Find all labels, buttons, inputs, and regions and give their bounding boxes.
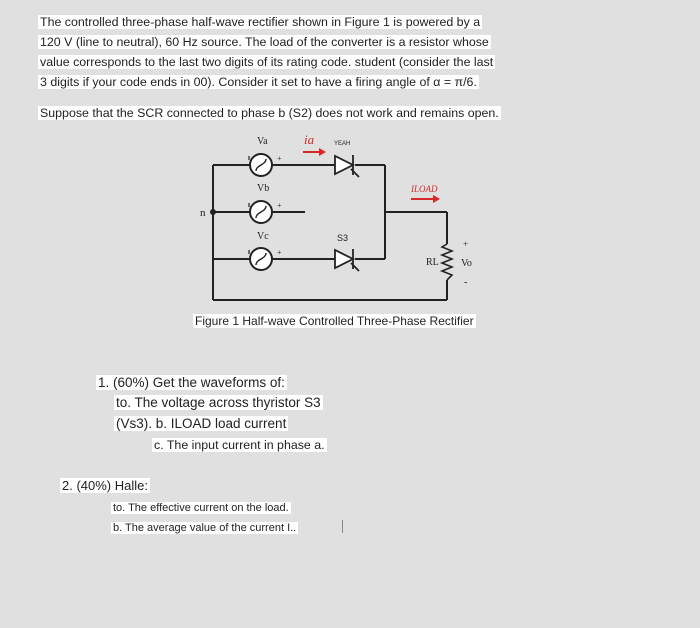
question-1-part-c: c. The input current in phase a. xyxy=(154,438,325,452)
label-iload: ILOAD xyxy=(411,184,438,194)
scr-bottom-triangle xyxy=(335,250,353,268)
label-vb: Vb xyxy=(257,183,270,194)
label-scr-bottom: S3 xyxy=(337,233,349,243)
vo-plus-sign: + xyxy=(463,239,469,249)
label-scr-top: YEAH xyxy=(334,141,351,147)
vo-minus-sign: - xyxy=(464,277,468,288)
question-2-part-b: b. The average value of the current I.. xyxy=(113,522,297,534)
question-2-title: 2. (40%) Halle: xyxy=(62,478,148,493)
question-1-part-a: to. The voltage across thyristor S3 xyxy=(116,395,321,410)
label-neutral: n xyxy=(200,207,206,219)
problem-line-4: 3 digits if your code ends in 00). Consider it set to have a firing angle of α = π/6. xyxy=(40,75,477,89)
problem-statement xyxy=(38,12,538,92)
problem-line-3: value corresponds to the last two digits of its rating code. student (consider the last xyxy=(40,55,494,69)
problem-line-2: 120 V (line to neutral), 60 Hz source. The load of the converter is a resistor whose xyxy=(40,35,489,49)
source-b-plus-sign: + xyxy=(277,201,282,210)
text-cursor xyxy=(342,520,343,533)
question-2-part-a: to. The effective current on the load. xyxy=(113,502,289,514)
neutral-node-dot xyxy=(210,209,216,215)
problem-line-1: The controlled three-phase half-wave rectifier shown in Figure 1 is powered by a xyxy=(40,15,481,29)
question-1-title: 1. (60%) Get the waveforms of: xyxy=(98,375,285,390)
source-a-plus-sign: + xyxy=(277,154,282,163)
suppose-statement xyxy=(38,104,501,122)
label-va: Va xyxy=(257,136,268,147)
iload-arrow-head xyxy=(433,195,440,203)
question-1-part-b: (Vs3). b. ILOAD load current xyxy=(116,416,287,431)
scr-top-triangle xyxy=(335,156,353,174)
load-resistor xyxy=(442,244,452,280)
label-ia: ia xyxy=(304,132,315,147)
figure-caption: Figure 1 Half-wave Controlled Three-Phase Rectifier xyxy=(195,314,474,328)
ia-arrow-head xyxy=(319,148,326,156)
rectifier-circuit-diagram xyxy=(185,122,495,312)
label-rl: RL xyxy=(426,257,439,268)
label-vc: Vc xyxy=(257,231,269,242)
suppose-text: Suppose that the SCR connected to phase b (S2) does not work and remains open. xyxy=(40,106,499,120)
label-vo: Vo xyxy=(461,258,472,269)
source-c-plus-sign: + xyxy=(277,248,282,257)
